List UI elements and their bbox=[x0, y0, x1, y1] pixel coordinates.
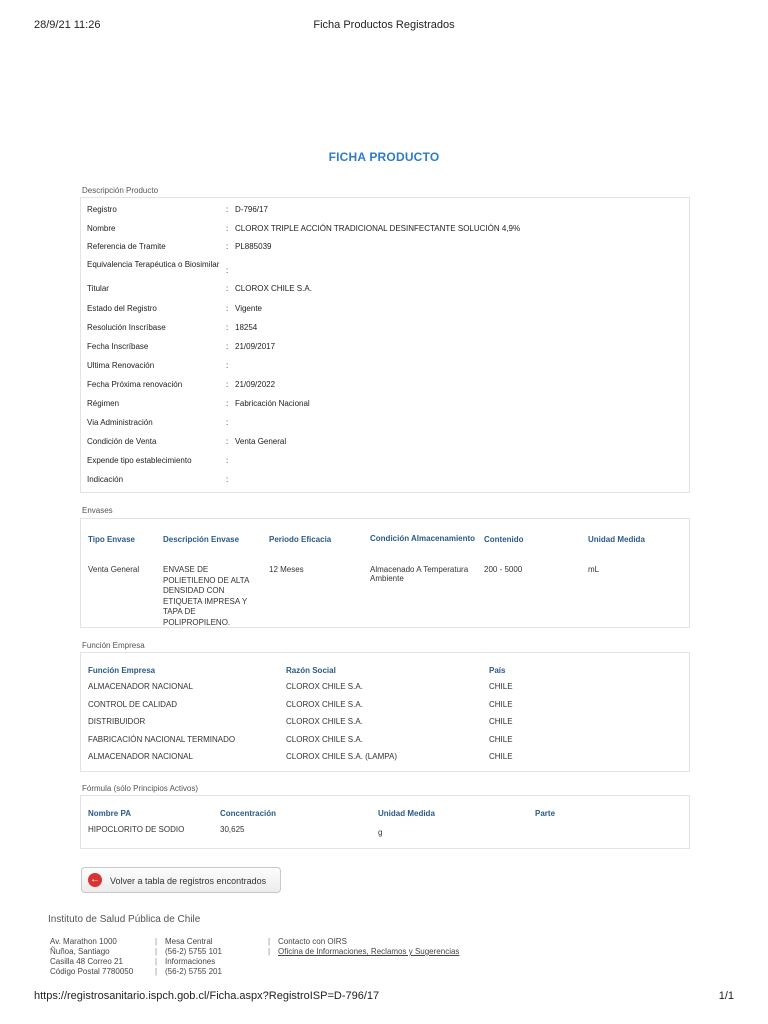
table-row bbox=[87, 751, 683, 769]
table-row bbox=[87, 551, 683, 629]
contact-title: Contacto con OIRS bbox=[278, 937, 347, 946]
field-colon: : bbox=[226, 224, 229, 233]
address-line: Ñuñoa, Santiago bbox=[50, 947, 110, 956]
field-colon: : bbox=[226, 323, 229, 332]
table-cell: Almacenado A Temperatura Ambiente bbox=[370, 565, 469, 583]
print-header bbox=[0, 0, 768, 40]
footer-separator: | | bbox=[268, 937, 271, 956]
field-colon: : bbox=[226, 266, 229, 275]
formula-header: Nombre PA bbox=[88, 808, 131, 818]
funcion-empresa-table bbox=[87, 659, 683, 769]
field-value: Venta General bbox=[235, 437, 287, 446]
table-cell: CONTROL DE CALIDAD bbox=[88, 699, 178, 709]
oirs-link[interactable]: Oficina de Informaciones, Reclamos y Sugerencias bbox=[278, 947, 460, 956]
phone-line: (56-2) 5755 101 bbox=[165, 947, 222, 956]
print-url: https://registrosanitario.ispch.gob.cl/Ficha.aspx?RegistroISP=D-796/17 bbox=[34, 990, 380, 1002]
envases-header: Descripción Envase bbox=[163, 534, 240, 544]
back-button-label: Volver a tabla de registros encontrados bbox=[110, 876, 267, 886]
field-colon: : bbox=[226, 304, 229, 313]
envases-header: Contenido bbox=[484, 534, 524, 544]
table-cell: DISTRIBUIDOR bbox=[88, 717, 146, 726]
phone-line: Informaciones bbox=[165, 957, 216, 966]
field-value: CLOROX CHILE S.A. bbox=[235, 284, 312, 293]
descripcion-box bbox=[80, 197, 690, 493]
footer-address bbox=[50, 937, 133, 977]
field-value: Fabricación Nacional bbox=[235, 399, 310, 408]
field-colon: : bbox=[226, 242, 229, 251]
field-colon: : bbox=[226, 342, 229, 351]
envases-header: Condición Almacenamiento bbox=[370, 534, 476, 543]
formula-table bbox=[87, 802, 683, 842]
footer-phones bbox=[165, 937, 222, 977]
table-cell: HIPOCLORITO DE SODIO bbox=[88, 825, 185, 834]
field-colon: : bbox=[226, 205, 229, 214]
table-row bbox=[87, 681, 683, 699]
formula-header: Concentración bbox=[220, 808, 277, 818]
table-cell: CHILE bbox=[489, 752, 513, 761]
envases-box bbox=[80, 518, 690, 628]
table-cell: ALMACENADOR NACIONAL bbox=[88, 752, 193, 761]
funcion-header: País bbox=[489, 665, 506, 675]
print-page-number: 1/1 bbox=[718, 990, 734, 1002]
table-cell: Venta General bbox=[88, 565, 140, 574]
table-cell: CHILE bbox=[489, 699, 513, 709]
field-label: Titular bbox=[87, 284, 109, 293]
section-label-funcion-empresa: Función Empresa bbox=[82, 641, 145, 650]
table-cell: CLOROX CHILE S.A. bbox=[286, 682, 363, 691]
field-label: Indicación bbox=[87, 475, 124, 484]
formula-header: Unidad Medida bbox=[378, 808, 435, 818]
section-label-descripcion: Descripción Producto bbox=[82, 186, 159, 195]
table-cell: mL bbox=[588, 565, 600, 574]
table-row bbox=[87, 716, 683, 734]
phone-line: Mesa Central bbox=[165, 937, 213, 946]
table-cell: ENVASE DE POLIETILENO DE ALTA DENSIDAD CON ETIQUETA IMPRESA Y TAPA DE POLIPROPILENO. bbox=[163, 565, 249, 627]
field-colon: : bbox=[226, 284, 229, 293]
field-colon: : bbox=[226, 418, 229, 427]
funcion-header: Función Empresa bbox=[88, 665, 156, 675]
table-cell: 12 Meses bbox=[269, 565, 304, 574]
envases-header: Unidad Medida bbox=[588, 534, 645, 544]
field-value: Vigente bbox=[235, 304, 262, 313]
field-label: Régimen bbox=[87, 399, 120, 408]
formula-header: Parte bbox=[535, 808, 556, 818]
table-cell: g bbox=[378, 828, 383, 837]
field-value: 21/09/2022 bbox=[235, 380, 276, 389]
table-cell: CLOROX CHILE S.A. bbox=[286, 717, 363, 726]
field-value: PL885039 bbox=[235, 242, 272, 251]
field-colon: : bbox=[226, 437, 229, 446]
table-cell: CHILE bbox=[489, 734, 513, 744]
field-label: Fecha Inscríbase bbox=[87, 342, 149, 351]
table-cell: FABRICACIÓN NACIONAL TERMINADO bbox=[88, 734, 236, 744]
field-colon: : bbox=[226, 361, 229, 370]
table-row bbox=[87, 824, 683, 842]
field-colon: : bbox=[226, 475, 229, 484]
formula-box bbox=[80, 795, 690, 849]
field-value: CLOROX TRIPLE ACCIÓN TRADICIONAL DESINFECTANTE SOLUCIÓN 4,9% bbox=[235, 224, 521, 233]
print-timestamp: 28/9/21 11:26 bbox=[34, 19, 101, 31]
address-line: Código Postal 7780050 bbox=[50, 967, 134, 976]
field-label: Via Administración bbox=[87, 418, 153, 427]
envases-header: Tipo Envase bbox=[88, 534, 135, 544]
footer-separator: | | | | bbox=[155, 937, 158, 976]
field-colon: : bbox=[226, 399, 229, 408]
field-value: D-796/17 bbox=[235, 205, 268, 214]
section-label-envases: Envases bbox=[82, 506, 113, 515]
print-footer bbox=[0, 990, 768, 1024]
page-title: FICHA PRODUCTO bbox=[328, 150, 440, 164]
table-cell: CHILE bbox=[489, 717, 513, 726]
table-cell: CHILE bbox=[489, 682, 513, 691]
field-value: 21/09/2017 bbox=[235, 342, 276, 351]
institution-name: Instituto de Salud Pública de Chile bbox=[48, 914, 201, 925]
field-label: Nombre bbox=[87, 224, 116, 233]
table-row bbox=[87, 699, 683, 717]
field-label: Resolución Inscríbase bbox=[87, 323, 166, 332]
field-colon: : bbox=[226, 456, 229, 465]
table-cell: CLOROX CHILE S.A. (LAMPA) bbox=[286, 752, 397, 761]
table-cell bbox=[534, 824, 683, 842]
section-label-formula: Fórmula (sólo Principios Activos) bbox=[82, 784, 199, 793]
address-line: Av. Marathon 1000 bbox=[50, 937, 117, 946]
back-to-results-button[interactable] bbox=[81, 867, 281, 893]
phone-line: (56-2) 5755 201 bbox=[165, 967, 222, 976]
funcion-header: Razón Social bbox=[286, 665, 336, 675]
table-cell: 30,625 bbox=[220, 825, 245, 834]
field-label: Fecha Próxima renovación bbox=[87, 380, 183, 389]
field-label: Estado del Registro bbox=[87, 304, 157, 313]
table-cell: 200 - 5000 bbox=[484, 565, 523, 574]
footer-contact bbox=[278, 937, 459, 957]
envases-header: Periodo Eficacia bbox=[269, 534, 332, 544]
field-label: Expende tipo establecimiento bbox=[87, 456, 192, 465]
field-label: Ultima Renovación bbox=[87, 361, 155, 370]
table-cell: CLOROX CHILE S.A. bbox=[286, 699, 363, 709]
field-label: Condición de Venta bbox=[87, 437, 157, 446]
table-row bbox=[87, 734, 683, 752]
field-label: Referencia de Tramite bbox=[87, 242, 166, 251]
field-label: Equivalencia Terapéutica o Biosimilar bbox=[87, 260, 220, 269]
funcion-empresa-box bbox=[80, 652, 690, 772]
address-line: Casilla 48 Correo 21 bbox=[50, 957, 123, 966]
table-cell: ALMACENADOR NACIONAL bbox=[88, 682, 193, 691]
table-cell: CLOROX CHILE S.A. bbox=[286, 734, 363, 744]
arrow-left-icon: ← bbox=[90, 874, 100, 885]
envases-table bbox=[87, 527, 683, 629]
print-page-title: Ficha Productos Registrados bbox=[313, 19, 455, 31]
field-value: 18254 bbox=[235, 323, 258, 332]
field-label: Registro bbox=[87, 205, 117, 214]
field-colon: : bbox=[226, 380, 229, 389]
